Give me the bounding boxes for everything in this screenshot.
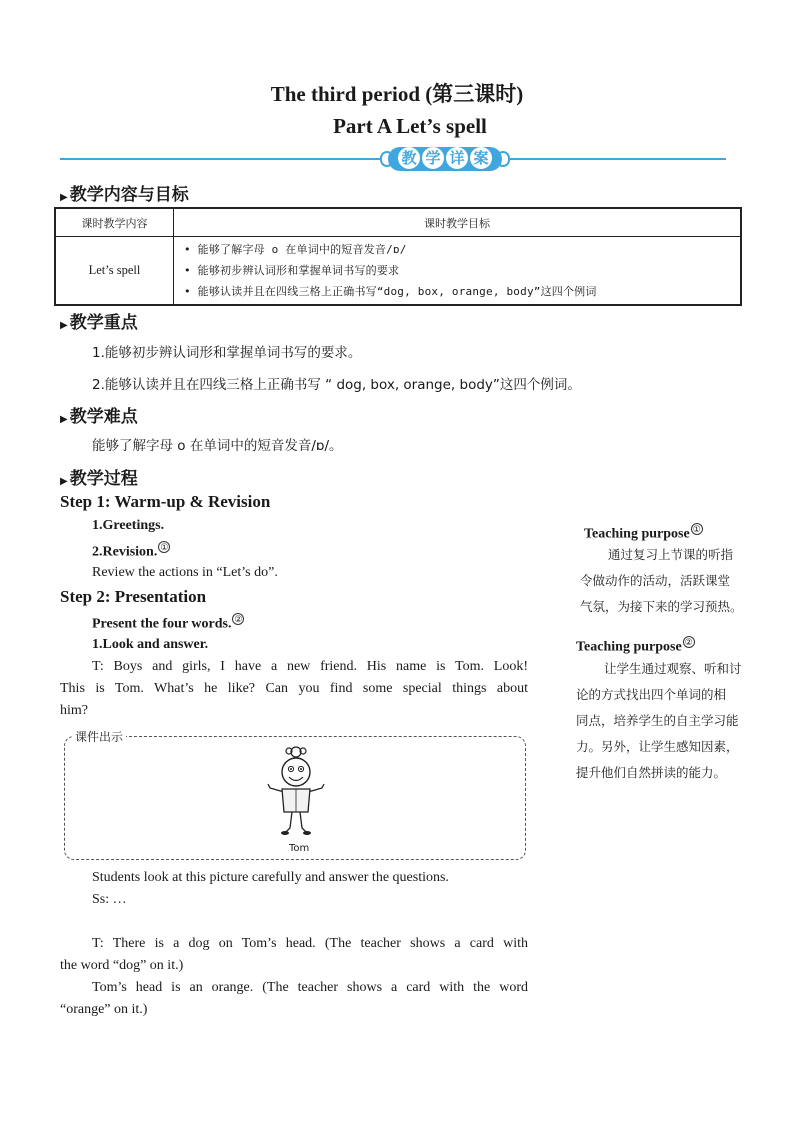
paragraph-line: the word “dog” on it.) (60, 958, 184, 973)
triangle-bullet-icon: ▶ (60, 476, 68, 487)
paragraph-line: Students look at this picture carefully and answer the questions. (92, 870, 449, 885)
section-heading-difficulties: ▶ 教学难点 (60, 407, 138, 427)
difficulty-text: 能够了解字母 o 在单词中的短音发音/ɒ/。 (92, 438, 343, 454)
step1-item: 1.Greetings. (92, 518, 165, 533)
paragraph-line: This is Tom. What’s he like? Can you find some special things about (60, 681, 528, 696)
side-note-title: Teaching purpose ① (584, 524, 701, 542)
banner-pill (380, 146, 510, 172)
key-point-item: 1.能够初步辨认词形和掌握单词书写的要求。 (92, 345, 362, 361)
picture-caption: Tom (289, 843, 310, 854)
paragraph-line: T: Boys and girls, I have a new friend. His name is Tom. Look! (92, 659, 528, 674)
side-note-line: 同点，培养学生的自主学习能 (576, 713, 739, 728)
paragraph-line: Tom’s head is an orange. (The teacher shows a card with the word (92, 980, 528, 995)
side-note-line: 论的方式找出四个单词的相 (576, 687, 727, 702)
banner-char: 教 (398, 147, 420, 169)
paragraph-line: Ss: … (92, 892, 127, 907)
objectives-table (54, 207, 742, 306)
step1-title: Step 1: Warm-up & Revision (60, 492, 271, 511)
step2-intro: Present the four words. ② (92, 614, 243, 632)
table-row-label: Let’s spell (55, 237, 174, 306)
section-heading-key-points: ▶ 教学重点 (60, 313, 138, 333)
goal-item: • 能够初步辨认词形和掌握单词书写的要求 (184, 264, 400, 277)
step1-item-revision: 2.Revision. ① (92, 542, 169, 560)
table-goals-cell (174, 237, 742, 306)
key-point-item: 2.能够认读并且在四线三格上正确书写 “ dog, box, orange, body”这四个例词。 (92, 377, 581, 393)
tom-cartoon-image (264, 744, 328, 840)
goal-item: • 能够了解字母 o 在单词中的短音发音/ɒ/ (184, 243, 407, 256)
side-note-line: 令做动作的活动，活跃课堂 (580, 573, 731, 588)
step2-subheading: 1.Look and answer. (92, 637, 209, 652)
side-note-line: 气氛，为接下来的学习预热。 (580, 599, 743, 614)
triangle-bullet-icon: ▶ (60, 192, 68, 203)
side-note-line: 提升他们自然拼读的能力。 (576, 765, 727, 780)
side-note-line: 通过复习上节课的听指 (608, 547, 734, 562)
banner-char: 详 (446, 147, 468, 169)
table-header-content: 课时教学内容 (55, 208, 174, 237)
step1-text: Review the actions in “Let’s do”. (92, 565, 278, 580)
step2-title: Step 2: Presentation (60, 587, 207, 606)
footnote-mark: ① (160, 542, 169, 552)
banner-char: 学 (422, 147, 444, 169)
goal-item: • 能够认读并且在四线三格上正确书写“dog, box, orange, body”这四个例词 (184, 285, 597, 298)
side-note-title: Teaching purpose ② (576, 637, 693, 655)
footnote-mark: ① (692, 524, 701, 534)
courseware-label: 课件出示 (72, 728, 126, 745)
triangle-bullet-icon: ▶ (60, 320, 68, 331)
table-header-goals: 课时教学目标 (174, 208, 742, 237)
paragraph-line: him? (60, 703, 88, 718)
paragraph-line: “orange” on it.) (60, 1002, 148, 1017)
footnote-mark: ② (684, 637, 693, 647)
paragraph-line: T: There is a dog on Tom’s head. (The teacher shows a card with (92, 936, 528, 951)
section-heading-content-goals: ▶ 教学内容与目标 (60, 185, 189, 205)
page-subtitle: Part A Let’s spell (333, 114, 487, 138)
section-heading-process: ▶ 教学过程 (60, 469, 138, 489)
page-title: The third period (第三课时) (270, 82, 524, 106)
triangle-bullet-icon: ▶ (60, 414, 68, 425)
side-note-line: 力。另外，让学生感知因素， (576, 739, 739, 754)
footnote-mark: ② (234, 614, 243, 624)
section-banner (60, 146, 726, 174)
banner-char: 案 (470, 147, 492, 169)
side-note-line: 让学生通过观察、听和讨 (604, 661, 742, 676)
